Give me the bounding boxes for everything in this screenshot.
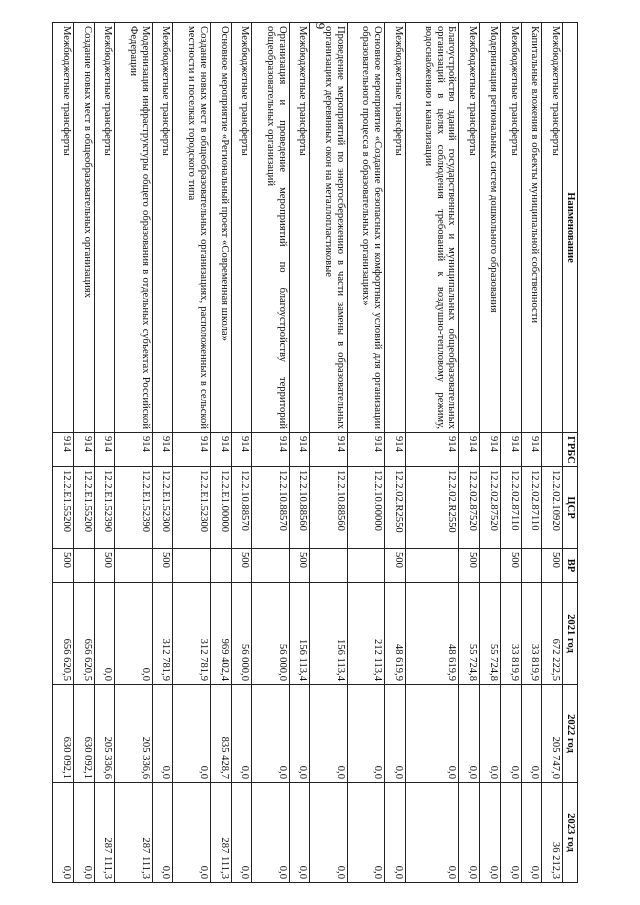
cell-grbs: 914 (210, 433, 231, 467)
cell-csr: 12.2.02.87520 (480, 467, 501, 549)
table-header-row (563, 23, 578, 883)
header-2021: 2021 год (563, 583, 578, 685)
cell-y2021: 212 113,4 (347, 583, 384, 685)
cell-name: Межбюджетные трансферты (384, 23, 405, 433)
cell-y2023: 0,0 (289, 783, 310, 883)
budget-table (52, 22, 578, 883)
cell-vr: 500 (384, 549, 405, 583)
header-name: Наименование (563, 23, 578, 433)
cell-name: Создание новых мест в общеобразовательных организациях, расположенных в сельской местности и поселках городского типа (173, 23, 210, 433)
cell-name: Создание новых мест в общеобразовательных организациях (73, 23, 94, 433)
cell-vr (521, 549, 542, 583)
cell-csr: 12.2.10.88560 (310, 467, 347, 549)
cell-vr: 500 (53, 549, 74, 583)
cell-vr: 500 (500, 549, 521, 583)
cell-y2021: 656 620,5 (53, 583, 74, 685)
cell-y2021: 33 819,9 (521, 583, 542, 685)
cell-y2021: 55 724,8 (480, 583, 501, 685)
table-row (480, 23, 501, 883)
cell-grbs: 914 (521, 433, 542, 467)
cell-y2022: 205 336,6 (115, 685, 152, 783)
cell-vr (173, 549, 210, 583)
cell-name: Основное мероприятие «Региональный проект «Современная школа» (210, 23, 231, 433)
cell-vr (252, 549, 289, 583)
cell-y2023: 0,0 (231, 783, 252, 883)
cell-y2023: 0,0 (347, 783, 384, 883)
cell-grbs: 914 (384, 433, 405, 467)
cell-csr: 12.2.E1.52390 (94, 467, 115, 549)
cell-y2023: 287 111,3 (115, 783, 152, 883)
table-row (94, 23, 115, 883)
cell-y2022: 0,0 (231, 685, 252, 783)
cell-name: Организация и проведение мероприятий по благоустройству территорий общеобразовательных организаций (252, 23, 289, 433)
cell-name: Модернизация региональных систем дошкольного образования (480, 23, 501, 433)
cell-y2022: 0,0 (173, 685, 210, 783)
cell-y2021: 672 222,5 (542, 583, 563, 685)
cell-grbs: 914 (500, 433, 521, 467)
cell-name: Проведение мероприятий по энергосбережению в части замены в образовательных организациях деревянных окон на металлопластиковые (310, 23, 347, 433)
table-row (405, 23, 459, 883)
cell-y2022: 630 092,1 (53, 685, 74, 783)
cell-grbs: 914 (53, 433, 74, 467)
cell-vr (310, 549, 347, 583)
cell-y2023: 0,0 (384, 783, 405, 883)
cell-grbs: 914 (252, 433, 289, 467)
cell-y2023: 0,0 (53, 783, 74, 883)
table-row (459, 23, 480, 883)
cell-csr: 12.2.E1.52300 (173, 467, 210, 549)
cell-y2023: 0,0 (310, 783, 347, 883)
cell-vr: 500 (152, 549, 173, 583)
cell-csr: 12.2.02.R2550 (405, 467, 459, 549)
cell-csr: 12.2.02.R2550 (384, 467, 405, 549)
table-row (73, 23, 94, 883)
cell-name: Межбюджетные трансферты (542, 23, 563, 433)
cell-y2022: 835 428,7 (210, 685, 231, 783)
cell-y2023: 0,0 (521, 783, 542, 883)
cell-name: Межбюджетные трансферты (53, 23, 74, 433)
cell-y2021: 48 619,9 (405, 583, 459, 685)
cell-vr: 500 (231, 549, 252, 583)
cell-name: Межбюджетные трансферты (152, 23, 173, 433)
cell-vr (73, 549, 94, 583)
cell-vr: 500 (289, 549, 310, 583)
cell-y2023: 0,0 (480, 783, 501, 883)
cell-csr: 12.2.E1.55200 (73, 467, 94, 549)
cell-y2021: 56 000,0 (252, 583, 289, 685)
cell-grbs: 914 (289, 433, 310, 467)
cell-y2022: 0,0 (480, 685, 501, 783)
header-grbs: ГРБС (563, 433, 578, 467)
cell-y2021: 55 724,8 (459, 583, 480, 685)
cell-y2021: 0,0 (94, 583, 115, 685)
cell-vr (115, 549, 152, 583)
cell-vr (210, 549, 231, 583)
cell-y2022: 0,0 (310, 685, 347, 783)
cell-grbs: 914 (115, 433, 152, 467)
cell-csr: 12.2.E1.00000 (210, 467, 231, 549)
cell-name: Модернизация инфраструктуры общего образования в отдельных субъектах Российской Федерации (115, 23, 152, 433)
cell-name: Межбюджетные трансферты (94, 23, 115, 433)
cell-grbs: 914 (94, 433, 115, 467)
cell-vr: 500 (94, 549, 115, 583)
cell-csr: 12.2.02.87110 (521, 467, 542, 549)
cell-y2022: 0,0 (521, 685, 542, 783)
cell-vr (405, 549, 459, 583)
cell-y2022: 630 092,1 (73, 685, 94, 783)
cell-grbs (542, 433, 563, 467)
cell-y2021: 33 819,9 (500, 583, 521, 685)
cell-grbs: 914 (459, 433, 480, 467)
cell-csr: 12.2.E1.52300 (152, 467, 173, 549)
table-row (115, 23, 152, 883)
cell-vr (480, 549, 501, 583)
cell-csr: 12.2.02.87110 (500, 467, 521, 549)
header-2022: 2022 год (563, 685, 578, 783)
cell-y2023: 0,0 (173, 783, 210, 883)
cell-vr (347, 549, 384, 583)
cell-name: Благоустройство зданий государственных и муниципальных общеобразовательных организаций в целях соблюдения требований к воздушно-тепловому режиму, водоснабжению и канализации (405, 23, 459, 433)
table-row (289, 23, 310, 883)
cell-name: Межбюджетные трансферты (459, 23, 480, 433)
cell-y2023: 0,0 (73, 783, 94, 883)
cell-y2022: 0,0 (152, 685, 173, 783)
cell-csr: 12.2.10.88570 (231, 467, 252, 549)
cell-vr: 500 (459, 549, 480, 583)
rotated-table-container (52, 22, 578, 882)
cell-grbs: 914 (231, 433, 252, 467)
cell-y2021: 48 619,9 (384, 583, 405, 685)
cell-y2023: 0,0 (152, 783, 173, 883)
cell-y2022: 0,0 (347, 685, 384, 783)
cell-y2022: 0,0 (289, 685, 310, 783)
cell-y2022: 0,0 (500, 685, 521, 783)
cell-y2021: 969 402,4 (210, 583, 231, 685)
cell-y2023: 287 111,3 (94, 783, 115, 883)
cell-csr: 12.2.E1.55200 (53, 467, 74, 549)
cell-grbs: 914 (73, 433, 94, 467)
table-row (210, 23, 231, 883)
cell-name: Капитальные вложения в объекты муниципальной собственности (521, 23, 542, 433)
cell-y2021: 312 781,9 (152, 583, 173, 685)
cell-y2023: 0,0 (252, 783, 289, 883)
cell-csr: 12.2.10.00000 (347, 467, 384, 549)
table-row (521, 23, 542, 883)
cell-vr: 500 (542, 549, 563, 583)
cell-y2021: 56 000,0 (231, 583, 252, 685)
cell-y2021: 656 620,5 (73, 583, 94, 685)
cell-grbs: 914 (480, 433, 501, 467)
cell-y2022: 0,0 (405, 685, 459, 783)
cell-grbs: 914 (152, 433, 173, 467)
cell-y2022: 0,0 (384, 685, 405, 783)
cell-name: Межбюджетные трансферты (231, 23, 252, 433)
table-row (347, 23, 384, 883)
cell-y2023: 0,0 (459, 783, 480, 883)
cell-grbs: 914 (347, 433, 384, 467)
cell-y2022: 205 747,0 (542, 685, 563, 783)
cell-grbs: 914 (405, 433, 459, 467)
table-row (173, 23, 210, 883)
cell-y2023: 0,0 (405, 783, 459, 883)
cell-y2023: 287 111,3 (210, 783, 231, 883)
cell-y2023: 0,0 (500, 783, 521, 883)
cell-y2021: 156 113,4 (289, 583, 310, 685)
cell-name: Межбюджетные трансферты (500, 23, 521, 433)
cell-y2023: 36 212,3 (542, 783, 563, 883)
table-row (500, 23, 521, 883)
cell-grbs: 914 (310, 433, 347, 467)
cell-y2022: 0,0 (252, 685, 289, 783)
cell-y2022: 0,0 (459, 685, 480, 783)
cell-y2021: 312 781,9 (173, 583, 210, 685)
cell-csr: 12.2.E1.52390 (115, 467, 152, 549)
cell-name: Межбюджетные трансферты (289, 23, 310, 433)
cell-y2022: 205 336,6 (94, 685, 115, 783)
table-row (252, 23, 289, 883)
table-row (231, 23, 252, 883)
table-row (152, 23, 173, 883)
cell-csr: 12.2.10.88560 (289, 467, 310, 549)
cell-y2021: 156 113,4 (310, 583, 347, 685)
page-number: 9 (313, 22, 328, 30)
cell-csr: 12.2.10.88570 (252, 467, 289, 549)
cell-name: Основное мероприятие «Создание безопасных и комфортных условий для организации образовательного процесса в образовательных организациях» (347, 23, 384, 433)
cell-csr: 12.2.02.10920 (542, 467, 563, 549)
cell-grbs: 914 (173, 433, 210, 467)
header-2023: 2023 год (563, 783, 578, 883)
table-row (542, 23, 563, 883)
table-row (384, 23, 405, 883)
table-row (310, 23, 347, 883)
table-row (53, 23, 74, 883)
cell-y2021: 0,0 (115, 583, 152, 685)
header-vr: ВР (563, 549, 578, 583)
cell-csr: 12.2.02.87520 (459, 467, 480, 549)
header-csr: ЦСР (563, 467, 578, 549)
